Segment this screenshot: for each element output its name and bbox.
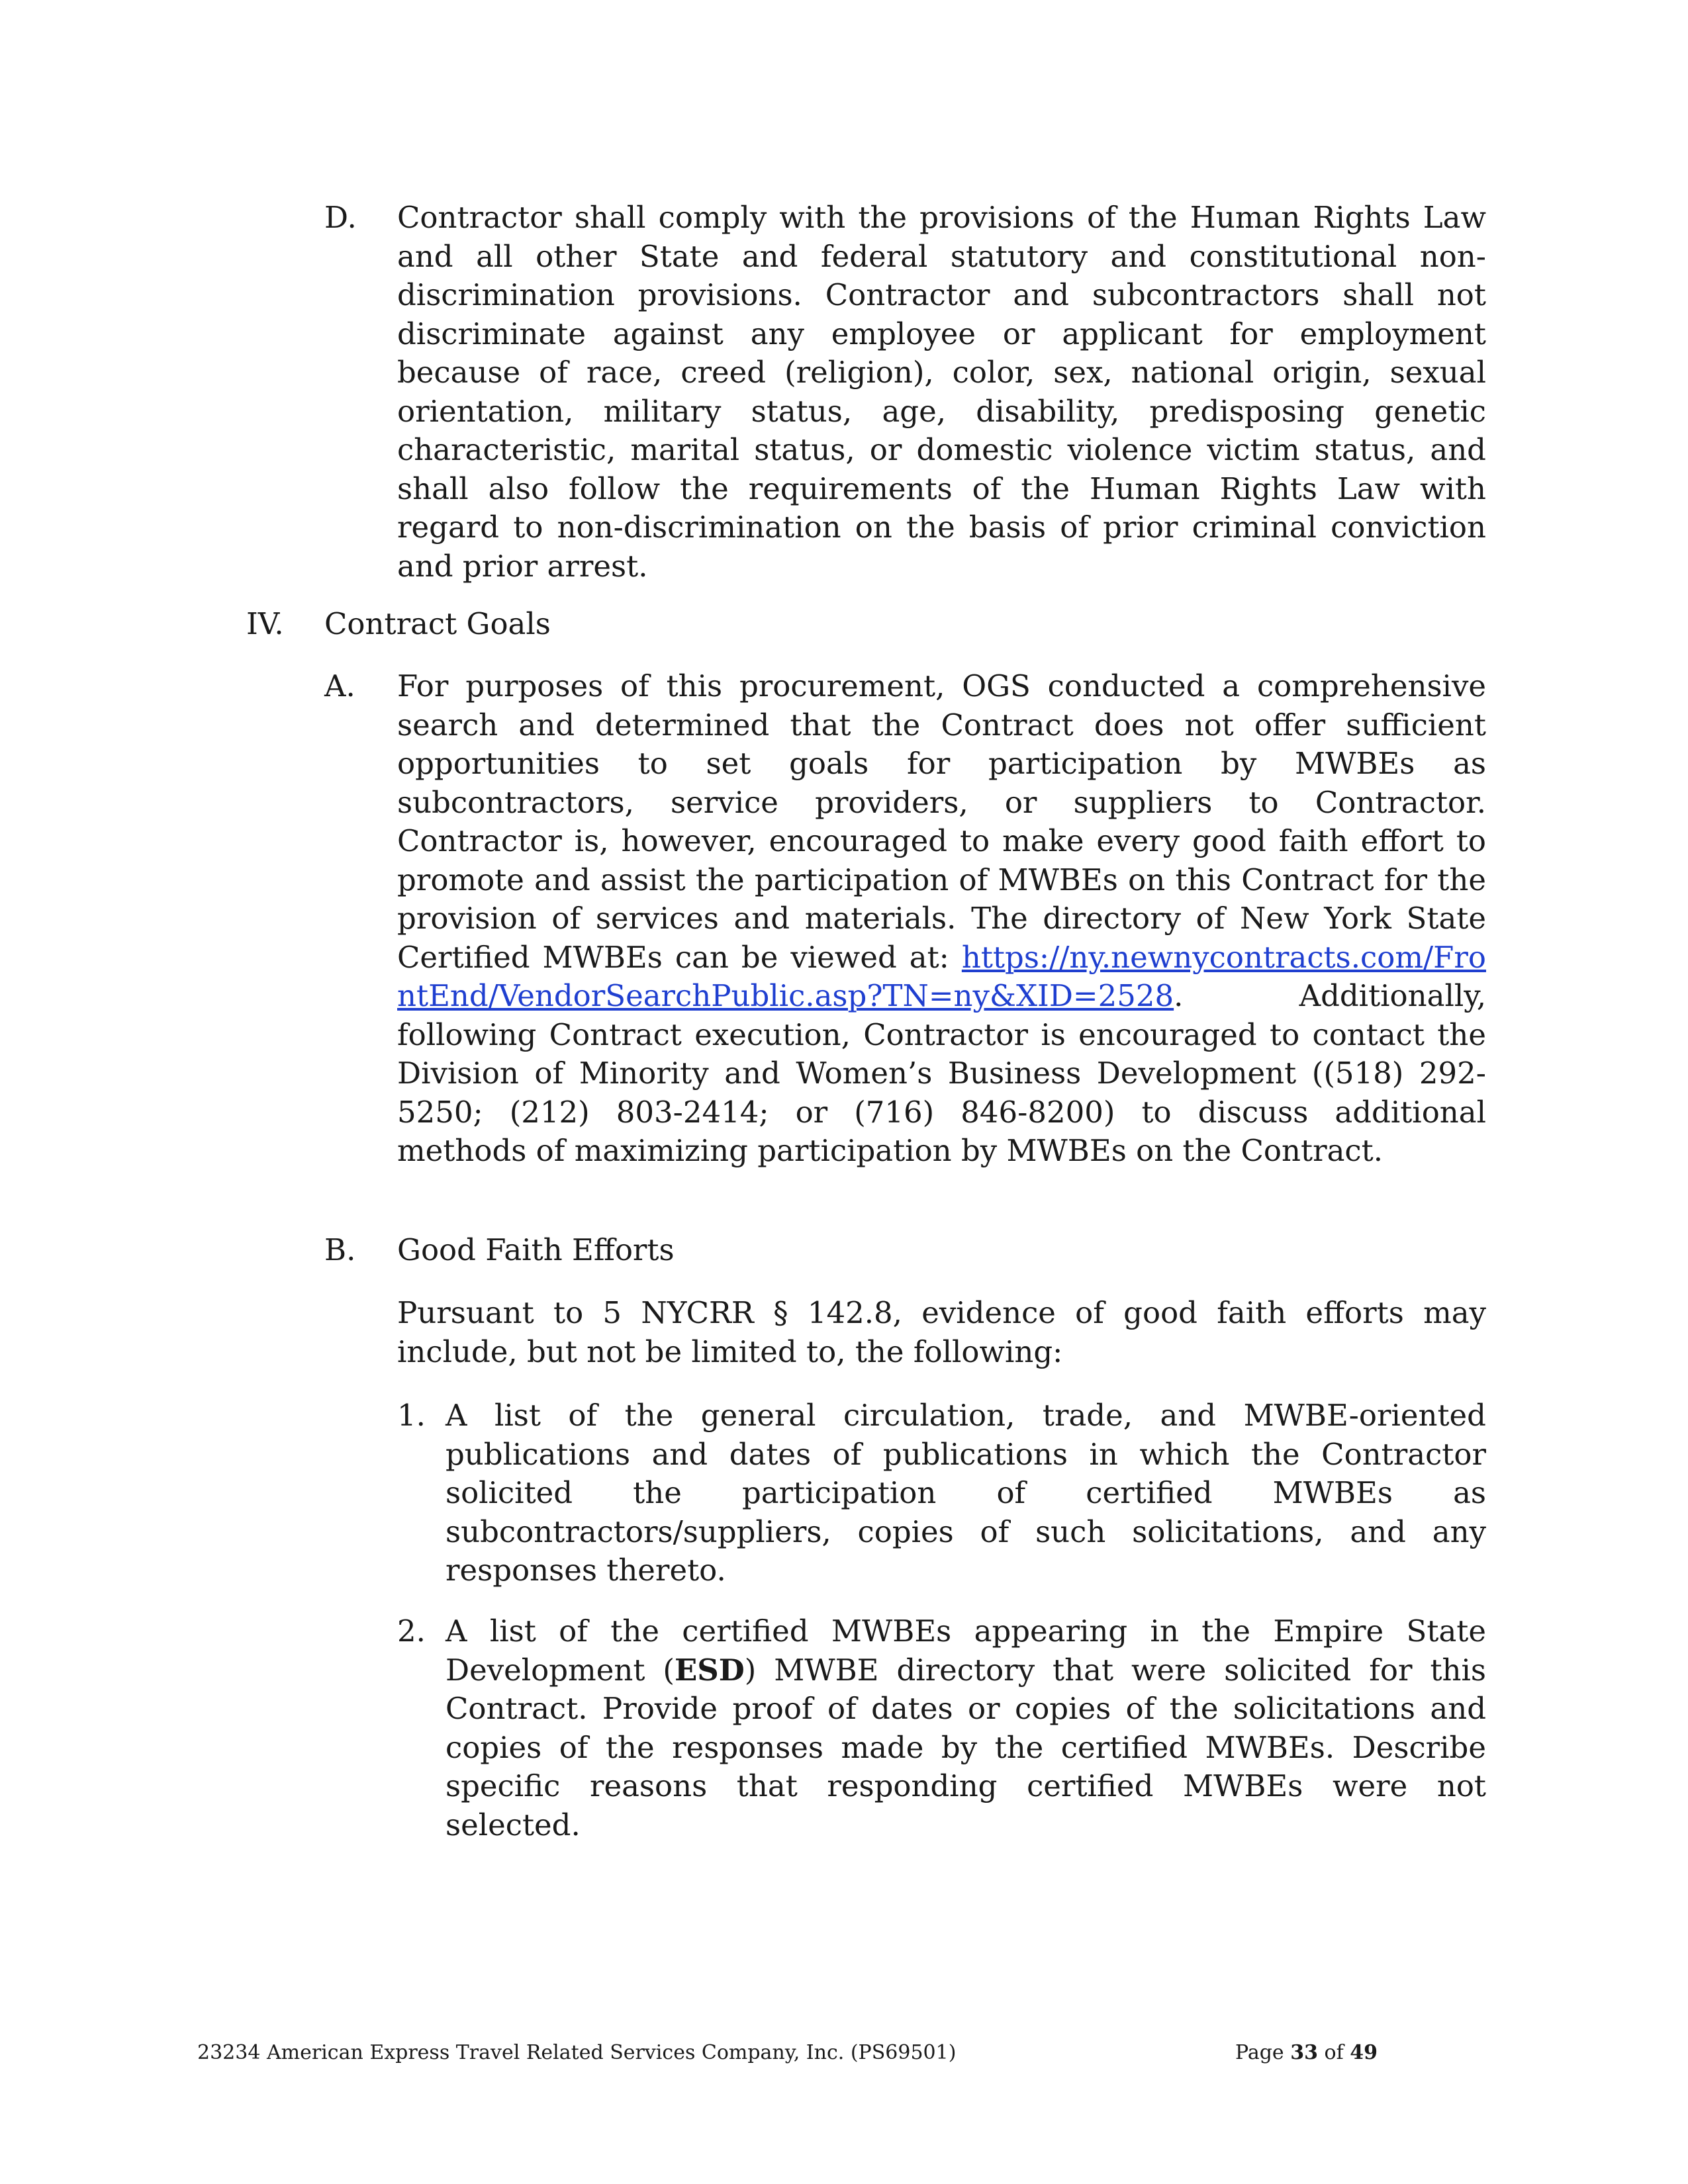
section-d-paragraph: Contractor shall comply with the provisions of the Human Rights Law and all other State and federal statutory and constitutional non-discrimination provisions. Contractor and subcontractors shall not discriminate against any employee or applicant for employment because of race, creed (religion), color, sex, national origin, sexual orientation, military status, age, disability, predisposing genetic characteristic, marital status, or domestic violence victim status, and shall also follow the requirements of the Human Rights Law with regard to non-discrimination on the basis of prior criminal conviction and prior arrest. — [397, 200, 1486, 584]
section-a-text-after-link: . Additionally, following Contract execution, Contractor is encouraged to contact the Division of Minority and Women’s Business Development ((518) 292-5250; (212) 803-2414; or (716) 846-8200) to discuss additional methods of maximizing participation by MWBEs on the Contract. — [397, 978, 1486, 1168]
page-of: of — [1317, 2041, 1350, 2064]
section-d-marker: D. — [324, 200, 357, 235]
page-total: 49 — [1350, 2041, 1378, 2064]
section-a-paragraph — [397, 667, 1486, 1171]
list-item-2-text — [445, 1612, 1486, 1844]
page-current: 33 — [1290, 2041, 1318, 2064]
esd-abbreviation: ESD — [674, 1652, 745, 1688]
section-iv-marker: IV. — [246, 606, 284, 641]
footer-document-id: 23234 American Express Travel Related Services Company, Inc. (PS69501) — [197, 2041, 957, 2064]
list-item-2-text-after: ) MWBE directory that were solicited for this Contract. Provide proof of dates or copies of the solicitations and copies of the responses made by the certified MWBEs. Describe specific reasons that responding certified MWBEs were not selected. — [445, 1652, 1487, 1843]
section-b-marker: B. — [324, 1232, 356, 1267]
section-a-marker: A. — [324, 668, 355, 704]
mwbe-directory-link[interactable]: https://ny.newnycontracts.com/FrontEnd/VendorSearchPublic.asp?TN=ny&XID=2528 — [397, 939, 1486, 1013]
list-item-2-number: 2. — [397, 1614, 426, 1649]
list-item-2-text-before: A list of the certified MWBEs appearing in the Empire State Development ( — [445, 1614, 1486, 1688]
section-iv-heading: Contract Goals — [324, 606, 551, 641]
section-b-heading: Good Faith Efforts — [397, 1232, 675, 1267]
section-a-text-before-link: For purposes of this procurement, OGS conducted a comprehensive search and determined that the Contract does not offer sufficient opportunities to set goals for participation by MWBEs as subcontractors, service providers, or suppliers to Contractor. Contractor is, however, encouraged to make every good faith effort to promote and assist the participation of MWBEs on this Contract for the provision of services and materials. The directory of New York State Certified MWBEs can be viewed at: — [397, 668, 1486, 975]
section-b-intro: Pursuant to 5 NYCRR § 142.8, evidence of good faith efforts may include, but not be limited to, the following: — [397, 1295, 1486, 1369]
page-prefix: Page — [1235, 2041, 1291, 2064]
list-item-1-text: A list of the general circulation, trade, and MWBE-oriented publications and dates of publications in which the Contractor solicited the participation of certified MWBEs as subcontractors/suppliers, copies of such solicitations, and any responses thereto. — [445, 1398, 1486, 1588]
footer-page-number — [1235, 2040, 1378, 2066]
list-item-1-number: 1. — [397, 1398, 426, 1433]
